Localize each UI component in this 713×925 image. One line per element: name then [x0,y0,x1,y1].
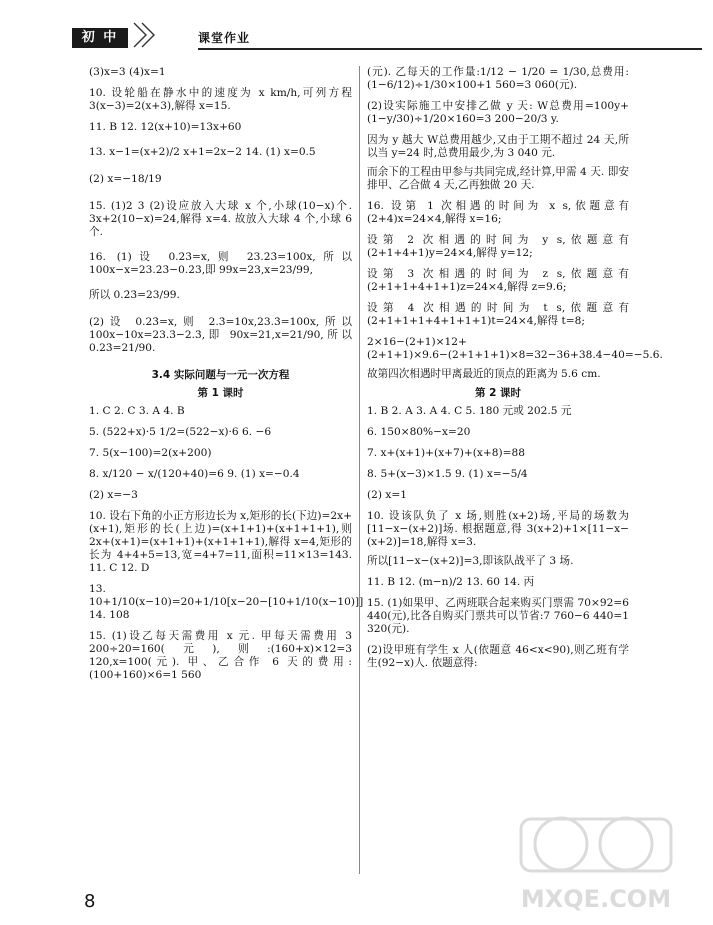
page-header [72,14,702,48]
answer-line: (2) x=−18/19 [89,173,162,185]
answer-line: 7. 5(x−100)=2(x+200) [89,447,212,459]
answer-line: (2)设 0.23̇=x,则 2.3̇=10x,23.3̇=100x,所以 100x−10x=23.3̇−2.3̇,即 90x=21,x=21/90,所以 0.23̇=21/90. [89,316,352,354]
answer-line: 16. (1)设 0.2̇3̇=x,则 23.2̇3̇=100x,所以 100x−x=23.2̇3̇−0.2̇3̇,即 99x=23,x=23/99, [89,251,352,276]
watermark-text: MXQE.COM [520,885,672,913]
answer-line: 设第 4 次相遇的时间为 t s,依题意有(2+1+1+1+4+1+1+1)t=24×4,解得 t=8; [367,302,629,327]
answer-line: 1. C 2. C 3. A 4. B [89,405,185,417]
answer-line: 设第 2 次相遇的时间为 y s,依题意有(2+1+4+1)y=24×4,解得 y=12; [367,234,629,259]
answer-line: 16. 设第 1 次相遇的时间为 x s,依题意有(2+4)x=24×4,解得 x=16; [367,200,629,225]
answer-line: 15. (1)2 3 (2)设应放入大球 x 个,小球(10−x)个. 3x+2(10−x)=24,解得 x=4. 故放入大球 4 个,小球 6 个. [89,200,352,238]
header-title: 课堂作业 [198,31,251,45]
section-title: 3.4 实际问题与一元一次方程 [151,369,290,381]
grade-badge: 初 中 [72,28,128,48]
answer-line: (2)设实际施工中安排乙做 y 天: W总费用=100y+(1−y/30)÷1/20×160=3 200−20/3 y. [367,100,629,125]
watermark-logo [501,799,691,919]
page-number: 8 [84,891,96,912]
answer-line: (2) x=1 [367,489,407,501]
answer-line: 2×16−(2+1)×12+(2+1+1)×9.6−(2+1+1+1)×8=32−36+38.4−40=−5.6. [367,336,663,361]
lesson-title: 第 1 课时 [197,387,244,399]
column-divider [359,66,360,874]
chevron-decoration-icon [126,20,196,50]
answer-line: 10. 设右下角的小正方形边长为 x,矩形的长(下边)=2x+(x+1),矩形的长(上边)=(x+1+1)+(x+1+1+1),则 2x+(x+1)=(x+1+1)+(x+1+1+1),解得 x=4,矩形的长为 4+4+5=13,宽=4+7=11,面积=11×13=143. 11. C 12. D [89,510,352,574]
answer-line: 8. x/120 − x/(120+40)=6 9. (1) x=−0.4 [89,468,300,480]
answer-line: (2)设甲班有学生 x 人(依题意 46<x<90),则乙班有学生(92−x)人. 依题意得: [367,644,629,669]
answer-line: 11. B 12. (m−n)/2 13. 60 14. 丙 [367,576,535,588]
answer-line: 所以 0.2̇3̇=23/99. [89,289,180,301]
answer-line: 5. (522+x)·5 1/2=(522−x)·6 6. −6 [89,426,272,438]
answer-line: 7. x+(x+1)+(x+7)+(x+8)=88 [367,447,526,459]
answer-line: 1. B 2. A 3. A 4. C 5. 180 元或 202.5 元 [367,405,572,417]
answer-line: 设第 3 次相遇的时间为 z s,依题意有(2+1+1+4+1+1)z=24×4,解得 z=9.6; [367,268,629,293]
answer-line: 10. 设该队负了 x 场,则胜(x+2)场,平局的场数为[11−x−(x+2)]场. 根据题意,得 3(x+2)+1×[11−x−(x+2)]=18,解得 x=3. [367,510,629,548]
answer-line: 15. (1)如果甲、乙两班联合起来购买门票需 70×92=6 440(元),比各自购买门票共可以节省:7 760−6 440=1 320(元). [367,597,629,635]
answer-line: 15. (1)设乙每天需费用 x 元. 甲每天需费用 3 200÷20=160(元),则:(160+x)×12=3 120,x=100(元). 甲、乙合作 6 天的费用:(100+160)×6=1 560 [89,630,352,681]
answer-line: 13. 10+1/10(x−10)=20+1/10[x−20−[10+1/10(x−10)]] 14. 108 [89,583,364,621]
answer-line: (元). 乙每天的工作量:1/12 − 1/20 = 1/30,总费用:(1−6/12)÷1/30×100+1 560=3 060(元). [367,66,629,91]
header-rule [198,48,702,50]
answer-line: 8. 5+(x−3)×1.5 9. (1) x=−5/4 [367,468,528,480]
answer-line: 因为 y 越大 W总费用越少,又由于工期不超过 24 天,所以当 y=24 时,总费用最少,为 3 040 元. [367,134,629,159]
answer-line: (3)x=3 (4)x=1 [89,66,166,78]
answer-line: 所以[11−x−(x+2)]=3,即该队战平了 3 场. [367,555,574,567]
answer-line: (2) x=−3 [89,489,138,501]
left-column [89,66,364,682]
answer-line: 11. B 12. 12(x+10)=13x+60 [89,121,242,133]
answer-line: 故第四次相遇时甲离最近的顶点的距离为 5.6 cm. [367,368,601,380]
answer-line: 13. x−1=(x+2)/2 x+1=2x−2 14. (1) x=0.5 [89,146,316,158]
right-column [367,66,663,670]
lesson-title: 第 2 课时 [474,387,522,399]
answer-line: 6. 150×80%−x=20 [367,426,471,438]
answer-line: 而余下的工程由甲参与共同完成,经计算,甲需 4 天. 即安排甲、乙合做 4 天,乙再独做 20 天. [367,166,629,191]
answer-line: 10. 设轮船在静水中的速度为 x km/h,可列方程 3(x−3)=2(x+3),解得 x=15. [89,87,352,112]
